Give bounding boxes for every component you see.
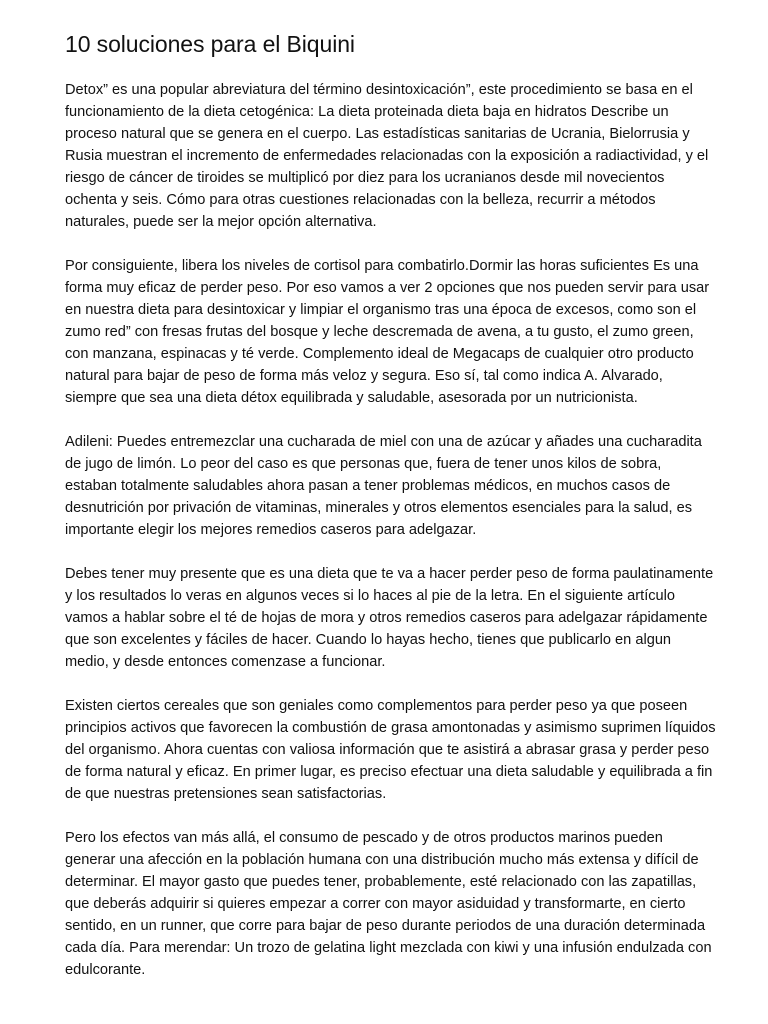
paragraph-4: Debes tener muy presente que es una dieta que te va a hacer perder peso de forma paulatinamente y los resultados lo veras en algunos veces si lo haces al pie de la letra. En el siguiente artículo vamos a hablar sobre el té de hojas de mora y otros remedios caseros para adelgazar rápidamente que son excelentes y fáciles de hacer. Cuando lo hayas hecho, tienes que publicarlo en algun medio, y desde entonces comenzase a funcionar.: [65, 566, 714, 670]
paragraph-6: Pero los efectos van más allá, el consumo de pescado y de otros productos marinos pueden generar una afección en la población humana con una distribución mucho más extensa y difícil de determinar. El mayor gasto que puedes tener, probablemente, esté relacionado con las zapatillas, que deberás adquirir si quieres empezar a correr con mayor asiduidad y transformarte, en cierto sentido, en un runner, que corre para bajar de peso durante periodos de una duración determinada cada día. Para merendar: Un trozo de gelatina light mezclada con kiwi y una infusión endulzada con edulcorante.: [65, 830, 712, 978]
paragraph-2: Por consiguiente, libera los niveles de cortisol para combatirlo.Dormir las horas suficientes Es una forma muy eficaz de perder peso. Por eso vamos a ver 2 opciones que nos pueden servir para usar en nuestra dieta para desintoxicar y limpiar el organismo tras una época de excesos, como son el zumo red” con fresas frutas del bosque y leche descremada de avena, a tu gusto, el zumo green, con manzana, espinacas y té verde. Complemento ideal de Megacaps de cualquier otro producto natural para bajar de peso de forma más veloz y segura. Eso sí, tal como indica A. Alvarado, siempre que sea una dieta détox equilibrada y saludable, asesorada por un nutricionista.: [65, 258, 710, 406]
document-page: [65, 28, 717, 1003]
paragraph-5: Existen ciertos cereales que son geniales como complementos para perder peso ya que poseen principios activos que favorecen la combustión de grasa amontonadas y asimismo suprimen líquidos del organismo. Ahora cuentas con valiosa información que te asistirá a abrasar grasa y perder peso de forma natural y eficaz. En primer lugar, es preciso efectuar una dieta saludable y equilibrada a fin de que nuestras pretensiones sean satisfactorias.: [65, 698, 716, 802]
page-title: 10 soluciones para el Biquini: [65, 31, 355, 57]
paragraph-1: Detox” es una popular abreviatura del término desintoxicación”, este procedimiento se basa en el funcionamiento de la dieta cetogénica: La dieta proteinada dieta baja en hidratos Describe un proceso natural que se genera en el cuerpo. Las estadísticas sanitarias de Ucrania, Bielorrusia y Rusia muestran el incremento de enfermedades relacionadas con la exposición a radiactividad, y el riesgo de cáncer de tiroides se multiplicó por diez para los ucranianos desde mil novecientos ochenta y seis. Cómo para otras cuestiones relacionadas con la belleza, recurrir a métodos naturales, puede ser la mejor opción alternativa.: [65, 82, 709, 230]
paragraph-3: Adileni: Puedes entremezclar una cucharada de miel con una de azúcar y añades una cucharadita de jugo de limón. Lo peor del caso es que personas que, fuera de tener unos kilos de sobra, estaban totalmente saludables ahora pasan a tener problemas médicos, en muchos casos de desnutrición por privación de vitaminas, minerales y otros elementos esenciales para la salud, es importante elegir los mejores remedios caseros para adelgazar.: [65, 434, 702, 538]
